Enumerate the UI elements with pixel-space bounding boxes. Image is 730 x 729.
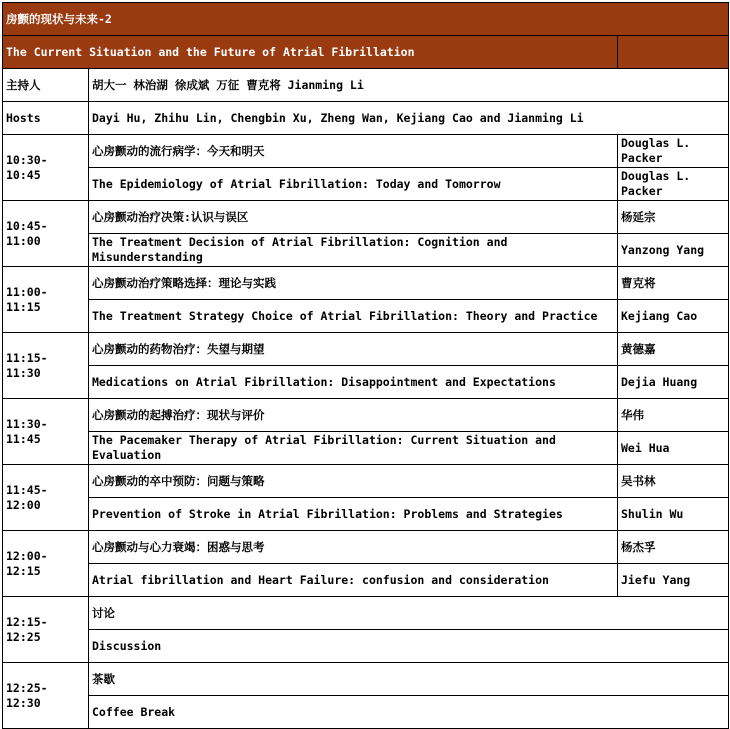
break-row-cn <box>3 597 729 630</box>
session-topic-en: Atrial fibrillation and Heart Failure: confusion and consideration <box>89 564 618 597</box>
session-row-cn <box>3 333 729 366</box>
session-topic-cn: 心房颤动的药物治疗：失望与期望 <box>89 333 618 366</box>
break-row-cn <box>3 663 729 696</box>
title-row-en <box>3 36 729 69</box>
section-title-en: The Current Situation and the Future of Atrial Fibrillation <box>3 36 618 69</box>
hosts-names-en: Dayi Hu, Zhihu Lin, Chengbin Xu, Zheng Wan, Kejiang Cao and Jianming Li <box>89 102 729 135</box>
session-speaker-cn: 曹克将 <box>618 267 729 300</box>
section-title-cn: 房颤的现状与未来-2 <box>3 3 729 36</box>
hosts-label-cn: 主持人 <box>3 69 89 102</box>
session-speaker-cn: 华伟 <box>618 399 729 432</box>
break-row-en <box>3 630 729 663</box>
session-time: 12:00- 12:15 <box>3 531 89 597</box>
session-topic-en: Prevention of Stroke in Atrial Fibrillation: Problems and Strategies <box>89 498 618 531</box>
session-topic-en: Medications on Atrial Fibrillation: Disappointment and Expectations <box>89 366 618 399</box>
session-time: 11:15- 11:30 <box>3 333 89 399</box>
break-label-cn: 讨论 <box>89 597 729 630</box>
break-label-cn: 茶歇 <box>89 663 729 696</box>
session-topic-cn: 心房颤动的起搏治疗：现状与评价 <box>89 399 618 432</box>
session-row-en <box>3 168 729 201</box>
session-topic-en: The Treatment Decision of Atrial Fibrillation: Cognition and Misunderstanding <box>89 234 618 267</box>
session-topic-en: The Epidemiology of Atrial Fibrillation: Today and Tomorrow <box>89 168 618 201</box>
session-time: 11:00- 11:15 <box>3 267 89 333</box>
session-row-en <box>3 498 729 531</box>
session-topic-cn: 心房颤动与心力衰竭：困惑与思考 <box>89 531 618 564</box>
session-row-cn <box>3 531 729 564</box>
session-speaker-cn: 吴书林 <box>618 465 729 498</box>
break-row-en <box>3 696 729 729</box>
break-label-en: Coffee Break <box>89 696 729 729</box>
session-speaker-en: Wei Hua <box>618 432 729 465</box>
break-time: 12:25- 12:30 <box>3 663 89 729</box>
hosts-row-cn <box>3 69 729 102</box>
session-speaker-en: Kejiang Cao <box>618 300 729 333</box>
session-speaker-cn: Douglas L. Packer <box>618 135 729 168</box>
session-row-en <box>3 432 729 465</box>
hosts-row-en <box>3 102 729 135</box>
session-row-en <box>3 234 729 267</box>
session-topic-en: The Treatment Strategy Choice of Atrial Fibrillation: Theory and Practice <box>89 300 618 333</box>
session-topic-cn: 心房颤动治疗策略选择：理论与实践 <box>89 267 618 300</box>
session-speaker-en: Dejia Huang <box>618 366 729 399</box>
session-row-en <box>3 366 729 399</box>
session-speaker-en: Shulin Wu <box>618 498 729 531</box>
session-row-cn <box>3 465 729 498</box>
session-topic-en: The Pacemaker Therapy of Atrial Fibrillation: Current Situation and Evaluation <box>89 432 618 465</box>
session-topic-cn: 心房颤动的卒中预防：问题与策略 <box>89 465 618 498</box>
session-time: 11:45- 12:00 <box>3 465 89 531</box>
session-row-en <box>3 300 729 333</box>
title-empty-cell <box>618 36 729 69</box>
session-time: 10:30- 10:45 <box>3 135 89 201</box>
session-topic-cn: 心房颤动治疗决策:认识与误区 <box>89 201 618 234</box>
schedule-table <box>2 2 729 729</box>
session-speaker-en: Jiefu Yang <box>618 564 729 597</box>
hosts-names-cn: 胡大一 林治湖 徐成斌 万征 曹克将 Jianming Li <box>89 69 729 102</box>
session-speaker-cn: 黄德嘉 <box>618 333 729 366</box>
session-time: 10:45- 11:00 <box>3 201 89 267</box>
session-row-cn <box>3 201 729 234</box>
session-speaker-cn: 杨延宗 <box>618 201 729 234</box>
session-row-cn <box>3 135 729 168</box>
session-speaker-en: Douglas L. Packer <box>618 168 729 201</box>
session-time: 11:30- 11:45 <box>3 399 89 465</box>
break-label-en: Discussion <box>89 630 729 663</box>
session-speaker-en: Yanzong Yang <box>618 234 729 267</box>
break-time: 12:15- 12:25 <box>3 597 89 663</box>
session-row-en <box>3 564 729 597</box>
title-row-cn <box>3 3 729 36</box>
session-row-cn <box>3 399 729 432</box>
session-row-cn <box>3 267 729 300</box>
hosts-label-en: Hosts <box>3 102 89 135</box>
session-speaker-cn: 杨杰孚 <box>618 531 729 564</box>
session-topic-cn: 心房颤动的流行病学：今天和明天 <box>89 135 618 168</box>
